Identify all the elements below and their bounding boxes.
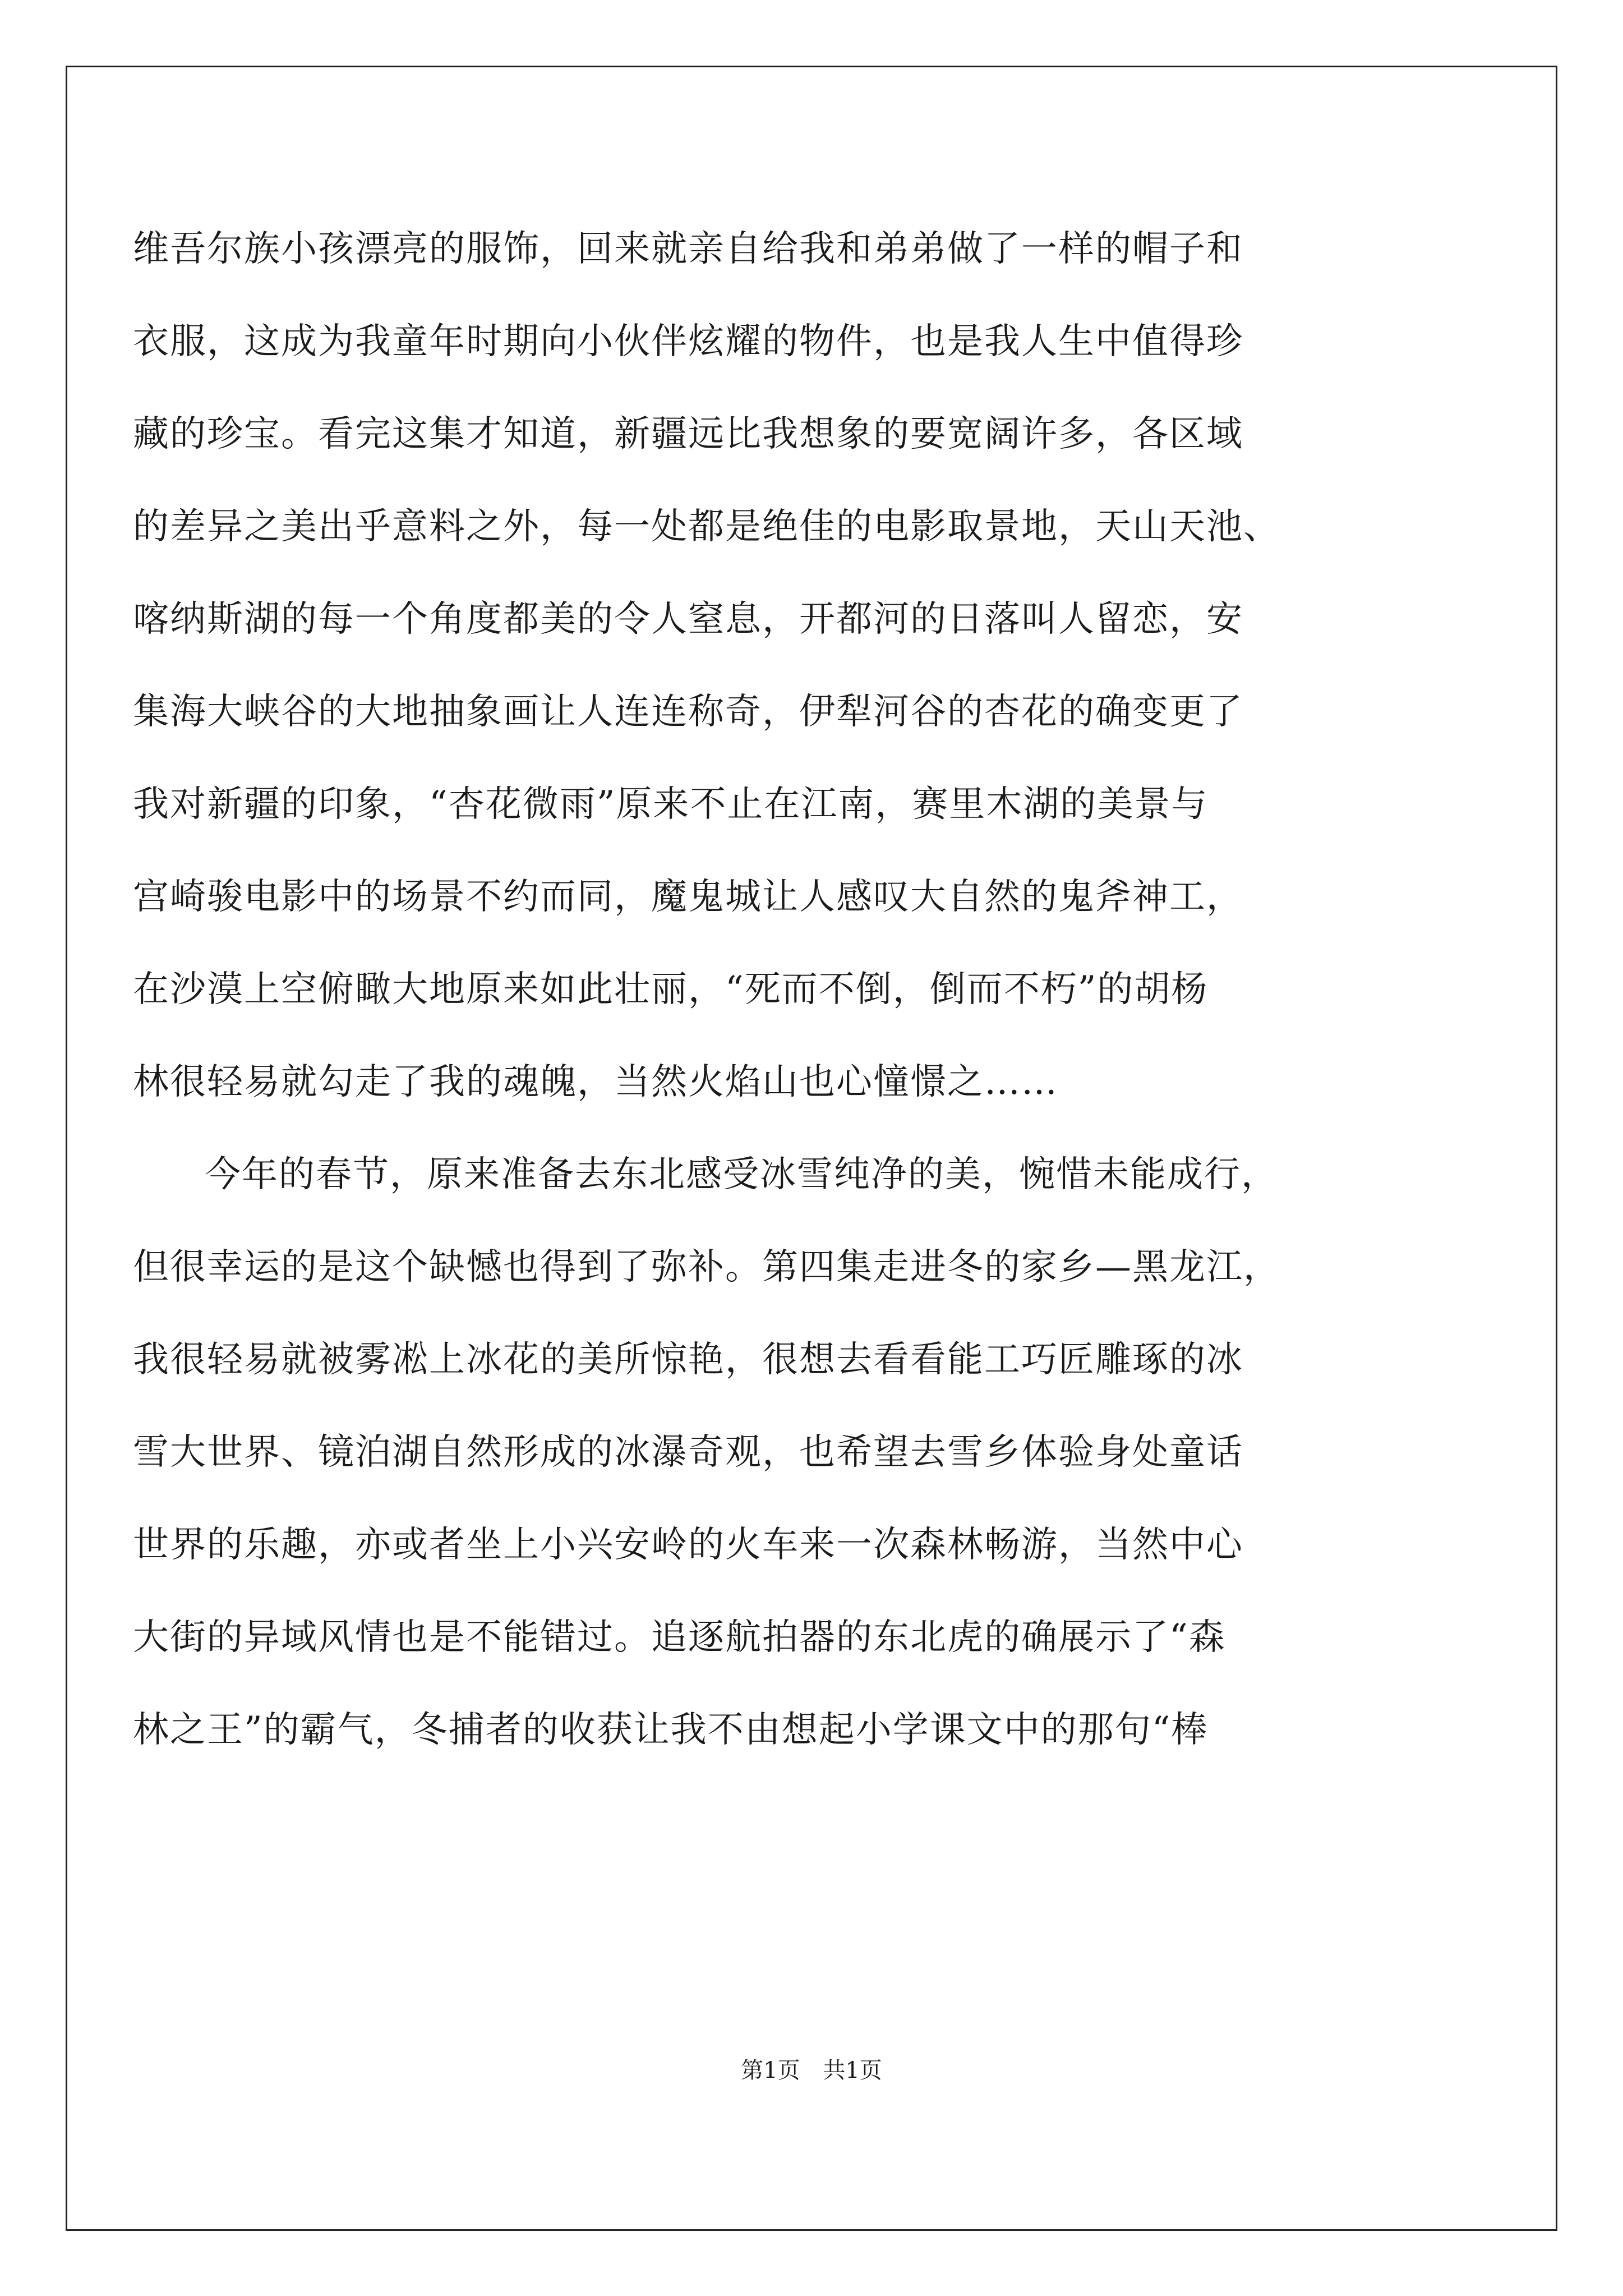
text-line: 大街的异域风情也是不能错过。追逐航拍器的东北虎的确展示了“森 (133, 1617, 1226, 1658)
text-line: 在沙漠上空俯瞰大地原来如此壮丽，“死而不倒，倒而不朽”的胡杨 (133, 969, 1209, 1010)
text-line: 衣服，这成为我童年时期向小伙伴炫耀的物件，也是我人生中值得珍 (133, 321, 1243, 362)
text-line: 今年的春节，原来准备去东北感受冰雪纯净的美，惋惜未能成行， (205, 1154, 1278, 1195)
text-line: 喀纳斯湖的每一个角度都美的令人窒息，开都河的日落叫人留恋，安 (133, 599, 1243, 640)
page-total: 共1页 (823, 2058, 882, 2083)
text-line: 宫崎骏电影中的场景不约而同，魔鬼城让人感叹大自然的鬼斧神工， (133, 876, 1243, 918)
page-footer (0, 2057, 1623, 2084)
text-line: 雪大世界、镜泊湖自然形成的冰瀑奇观，也希望去雪乡体验身处童话 (133, 1432, 1243, 1473)
text-line: 但很幸运的是这个缺憾也得到了弥补。第四集走进冬的家乡—黑龙江， (133, 1246, 1280, 1288)
text-line: 我对新疆的印象，“杏花微雨”原来不止在江南，赛里木湖的美景与 (133, 784, 1209, 825)
page-number: 第1页 (741, 2058, 800, 2083)
text-line: 藏的珍宝。看完这集才知道，新疆远比我想象的要宽阔许多，各区域 (133, 413, 1243, 455)
page-border (66, 66, 1557, 2231)
text-line: 林之王”的霸气，冬捕者的收获让我不由想起小学课文中的那句“棒 (133, 1709, 1209, 1751)
text-line: 林很轻易就勾走了我的魂魄，当然火焰山也心憧憬之…… (133, 1061, 1058, 1103)
text-line: 我很轻易就被雾凇上冰花的美所惊艳，很想去看看能工巧匠雕琢的冰 (133, 1339, 1243, 1381)
text-line: 的差异之美出乎意料之外，每一处都是绝佳的电影取景地，天山天池、 (133, 506, 1280, 547)
text-line: 集海大峡谷的大地抽象画让人连连称奇，伊犁河谷的杏花的确变更了 (133, 691, 1243, 733)
text-line: 世界的乐趣，亦或者坐上小兴安岭的火车来一次森林畅游，当然中心 (133, 1524, 1243, 1566)
text-line: 维吾尔族小孩漂亮的服饰，回来就亲自给我和弟弟做了一样的帽子和 (133, 228, 1243, 270)
